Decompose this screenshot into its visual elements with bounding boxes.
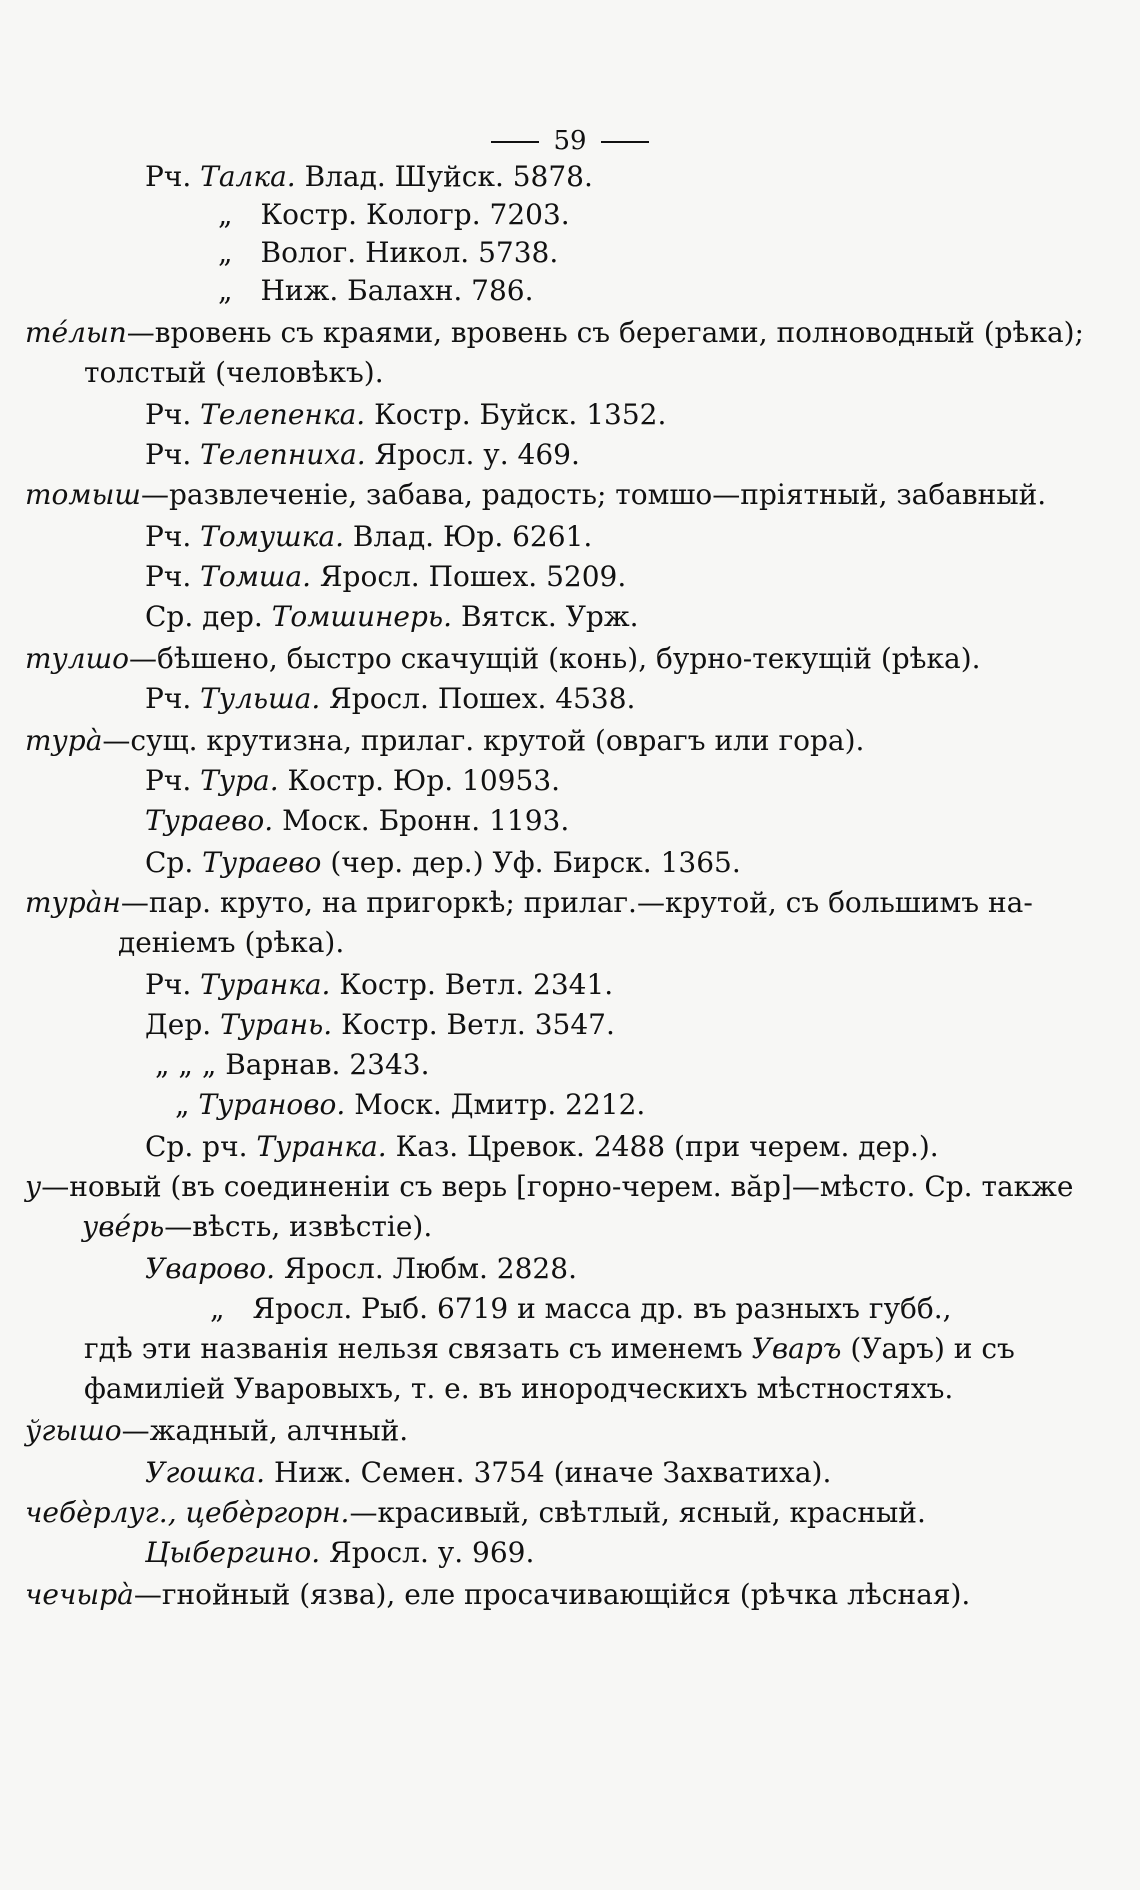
- line-text-a: „: [218, 198, 233, 231]
- line-term-italic: у: [25, 1170, 42, 1203]
- text-line: [145, 968, 613, 1002]
- text-line: [145, 764, 560, 798]
- line-text-a: „: [218, 274, 233, 307]
- line-text-a: Рч.: [145, 520, 201, 553]
- dash-right: [601, 141, 649, 143]
- line-term-italic: увéрь: [82, 1210, 165, 1243]
- text-line: [84, 1372, 953, 1406]
- text-line: [84, 356, 384, 390]
- line-text-c: Моск. Дмитр. 2212.: [345, 1088, 646, 1121]
- line-text-a: толстый (человѣкъ).: [84, 356, 384, 389]
- text-line: [25, 1496, 926, 1530]
- line-text-c: Яросл. у. 469.: [365, 438, 580, 471]
- line-text-c: Костр. Кологр. 7203.: [260, 198, 570, 231]
- line-text-c: —пар. круто, на пригоркѣ; прилаг.—крутой, съ большимъ на-: [120, 886, 1033, 919]
- text-line: [145, 160, 593, 194]
- line-text-a: фамиліей Уваровыхъ, т. е. въ инородческихъ мѣстностяхъ.: [84, 1372, 954, 1405]
- line-term-italic: ўгышо: [25, 1414, 122, 1447]
- line-text-c: Влад. Шуйск. 5878.: [295, 160, 593, 193]
- line-term-italic: Томша.: [200, 560, 312, 593]
- line-term-italic: Томшинерь.: [271, 600, 453, 633]
- line-text-c: Влад. Юр. 6261.: [343, 520, 593, 553]
- line-term-italic: Турань.: [220, 1008, 333, 1041]
- line-text-c: Яросл. Рыб. 6719 и масса др. въ разныхъ губб.,: [252, 1292, 952, 1325]
- line-text-a: Рч.: [145, 560, 201, 593]
- line-term-italic: чечырà: [25, 1578, 134, 1611]
- line-text-a: „ „ „: [155, 1048, 217, 1081]
- line-text-c: —вѣсть, извѣстіе).: [164, 1210, 433, 1243]
- text-line: [84, 1332, 1015, 1366]
- line-term-italic: Туранка.: [256, 1130, 387, 1163]
- text-line: [218, 236, 558, 270]
- line-term-italic: Тульша.: [200, 682, 321, 715]
- line-term-italic: Уваръ: [751, 1332, 842, 1365]
- line-term-italic: Угошка.: [145, 1456, 266, 1489]
- line-text-c: Яросл. у. 969.: [320, 1536, 535, 1569]
- line-text-a: Ср.: [145, 846, 203, 879]
- text-line: [145, 1252, 577, 1286]
- text-line: [145, 398, 666, 432]
- line-term-italic: Телепенка.: [200, 398, 366, 431]
- line-text-a: Ср. дер.: [145, 600, 272, 633]
- text-line: [25, 316, 1084, 350]
- line-text-c: Яросл. Любм. 2828.: [275, 1252, 577, 1285]
- line-text-c: Костр. Ветл. 2341.: [330, 968, 614, 1001]
- line-term-italic: тулшо: [25, 642, 130, 675]
- line-term-italic: турàн: [25, 886, 121, 919]
- line-term-italic: чебèрлуг., цебèргорн.: [25, 1496, 350, 1529]
- line-term-italic: Тураново.: [198, 1088, 346, 1121]
- text-line: [145, 682, 635, 716]
- line-term-italic: Талка.: [200, 160, 296, 193]
- line-term-italic: Телепниха.: [200, 438, 366, 471]
- line-text-c: —красивый, свѣтлый, ясный, красный.: [349, 1496, 926, 1529]
- text-line: [145, 520, 592, 554]
- line-text-c: Костр. Буйск. 1352.: [365, 398, 667, 431]
- line-text-a: „: [218, 236, 233, 269]
- text-line: [25, 886, 1033, 920]
- line-text-c: —сущ. крутизна, прилаг. крутой (оврагъ или гора).: [102, 724, 865, 757]
- line-text-a: гдѣ эти названія нельзя связать съ именемъ: [84, 1332, 752, 1365]
- line-text-a: Дер.: [145, 1008, 221, 1041]
- line-text-c: —новый (въ соединеніи съ верь [горно-черем. вăр]—мѣсто. Ср. также: [41, 1170, 1074, 1203]
- line-text-c: (чер. дер.) Уф. Бирск. 1365.: [321, 846, 741, 879]
- line-text-c: (Уаръ) и съ: [841, 1332, 1015, 1365]
- line-term-italic: Тураево: [202, 846, 322, 879]
- page-number-row: [0, 126, 1140, 156]
- line-text-c: Костр. Ветл. 3547.: [332, 1008, 615, 1041]
- line-text-c: —жадный, алчный.: [121, 1414, 409, 1447]
- line-term-italic: Томушка.: [200, 520, 344, 553]
- text-line: [25, 1414, 408, 1448]
- line-text-c: —гнойный (язва), еле просачивающійся (рѣчка лѣсная).: [133, 1578, 971, 1611]
- text-line: [25, 1170, 1073, 1204]
- line-text-a: „: [210, 1292, 225, 1325]
- line-text-c: —вровень съ краями, вровень съ берегами, полноводный (рѣка);: [126, 316, 1084, 349]
- line-text-c: Яросл. Пошех. 5209.: [311, 560, 627, 593]
- line-text-c: —развлеченіе, забава, радость; томшо—пріятный, забавный.: [140, 478, 1047, 511]
- text-line: [145, 600, 639, 634]
- line-text-a: Рч.: [145, 398, 201, 431]
- dash-left: [491, 141, 539, 143]
- text-line: [175, 1088, 645, 1122]
- page-number: 59: [553, 126, 587, 156]
- line-text-a: Рч.: [145, 438, 201, 471]
- text-line: [145, 1456, 831, 1490]
- line-text-a: Рч.: [145, 682, 201, 715]
- line-text-c: Ниж. Семен. 3754 (иначе Захватиха).: [265, 1456, 832, 1489]
- line-text-c: Варнав. 2343.: [216, 1048, 430, 1081]
- line-term-italic: Уварово.: [145, 1252, 276, 1285]
- text-line: [145, 1130, 939, 1164]
- line-text-a: Ср. рч.: [145, 1130, 257, 1163]
- text-line: [118, 926, 344, 960]
- line-text-c: Яросл. Пошех. 4538.: [320, 682, 636, 715]
- text-line: [145, 1536, 534, 1570]
- text-line: [25, 1578, 970, 1612]
- line-text-c: —бѣшено, быстро скачущій (конь), бурно-текущій (рѣка).: [129, 642, 981, 675]
- text-line: [145, 846, 741, 880]
- line-text-c: Костр. Юр. 10953.: [278, 764, 561, 797]
- text-line: [145, 560, 626, 594]
- line-text-a: Рч.: [145, 160, 201, 193]
- text-line: [82, 1210, 432, 1244]
- text-line: [25, 724, 864, 758]
- text-line: [210, 1292, 952, 1326]
- line-term-italic: Тураево.: [145, 804, 274, 837]
- line-term-italic: Цыбергино.: [145, 1536, 321, 1569]
- line-text-c: Каз. Цревок. 2488 (при черем. дер.).: [386, 1130, 939, 1163]
- line-text-a: Рч.: [145, 968, 201, 1001]
- text-line: [145, 438, 580, 472]
- line-text-c: Ниж. Балахн. 786.: [260, 274, 534, 307]
- text-line: [25, 642, 981, 676]
- text-line: [145, 1008, 615, 1042]
- line-text-a: деніемъ (рѣка).: [118, 926, 345, 959]
- text-line: [25, 478, 1046, 512]
- text-line: [155, 1048, 430, 1082]
- line-text-a: „: [175, 1088, 199, 1121]
- text-line: [218, 274, 534, 308]
- text-line: [145, 804, 569, 838]
- line-text-c: Волог. Никол. 5738.: [260, 236, 559, 269]
- line-term-italic: Тура.: [200, 764, 279, 797]
- line-term-italic: турà: [25, 724, 103, 757]
- text-line: [218, 198, 570, 232]
- line-text-c: Моск. Бронн. 1193.: [273, 804, 570, 837]
- line-term-italic: томыш: [25, 478, 141, 511]
- line-text-a: Рч.: [145, 764, 201, 797]
- line-term-italic: Туранка.: [200, 968, 331, 1001]
- line-text-c: Вятск. Урж.: [452, 600, 639, 633]
- line-term-italic: тéлып: [25, 316, 127, 349]
